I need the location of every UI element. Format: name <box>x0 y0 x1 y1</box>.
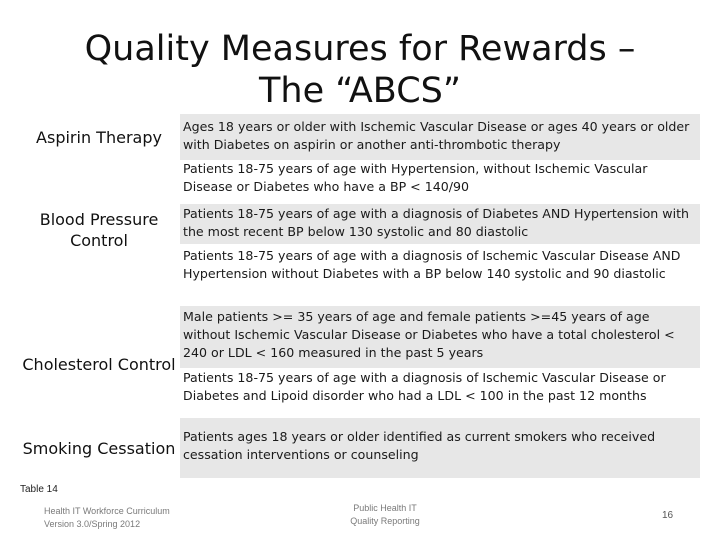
page-number: 16 <box>662 510 674 521</box>
footer-curriculum-line-2: Version 3.0/Spring 2012 <box>44 519 141 529</box>
criterion-smoking-1: Patients ages 18 years or older identified as current smokers who received cessation interventions or counseling <box>183 429 656 462</box>
row-label-blood-pressure: Blood Pressure Control <box>39 210 159 250</box>
slide-title <box>40 28 680 112</box>
title-line-2: The “ABCS” <box>259 71 461 111</box>
table-caption: Table 14 <box>20 484 58 495</box>
footer-unit <box>330 502 440 528</box>
footer-unit-line-2: Quality Reporting <box>350 516 420 526</box>
criterion-bp-1: Patients 18-75 years of age with Hypertension, without Ischemic Vascular Disease or Diabetes who have a BP < 140/90 <box>183 161 648 194</box>
title-line-1: Quality Measures for Rewards – <box>84 29 636 69</box>
criterion-cholesterol-2: Patients 18-75 years of age with a diagnosis of Ischemic Vascular Disease or Diabetes and Lipoid disorder who had a LDL < 100 in the past 12 months <box>183 370 666 403</box>
row-label-smoking: Smoking Cessation <box>22 438 176 458</box>
criterion-cholesterol-1: Male patients >= 35 years of age and female patients >=45 years of age without Ischemic Vascular Disease or Diabetes who have a total cholesterol < 240 or LDL < 160 measured in the past 5 years <box>183 309 675 360</box>
footer-curriculum <box>44 505 170 531</box>
criterion-bp-3: Patients 18-75 years of age with a diagnosis of Ischemic Vascular Disease AND Hypertension without Diabetes with a BP below 140 systolic and 90 diastolic <box>183 248 681 281</box>
row-label-cholesterol: Cholesterol Control <box>22 354 176 374</box>
footer-unit-line-1: Public Health IT <box>353 503 417 513</box>
criterion-bp-2: Patients 18-75 years of age with a diagnosis of Diabetes AND Hypertension with the most recent BP below 130 systolic and 80 diastolic <box>183 206 690 239</box>
row-label-aspirin: Aspirin Therapy <box>36 127 162 147</box>
footer-curriculum-line-1: Health IT Workforce Curriculum <box>44 506 170 516</box>
criterion-aspirin-1: Ages 18 years or older with Ischemic Vascular Disease or ages 40 years or older with Diabetes on aspirin or another anti-thrombotic therapy <box>183 119 690 152</box>
